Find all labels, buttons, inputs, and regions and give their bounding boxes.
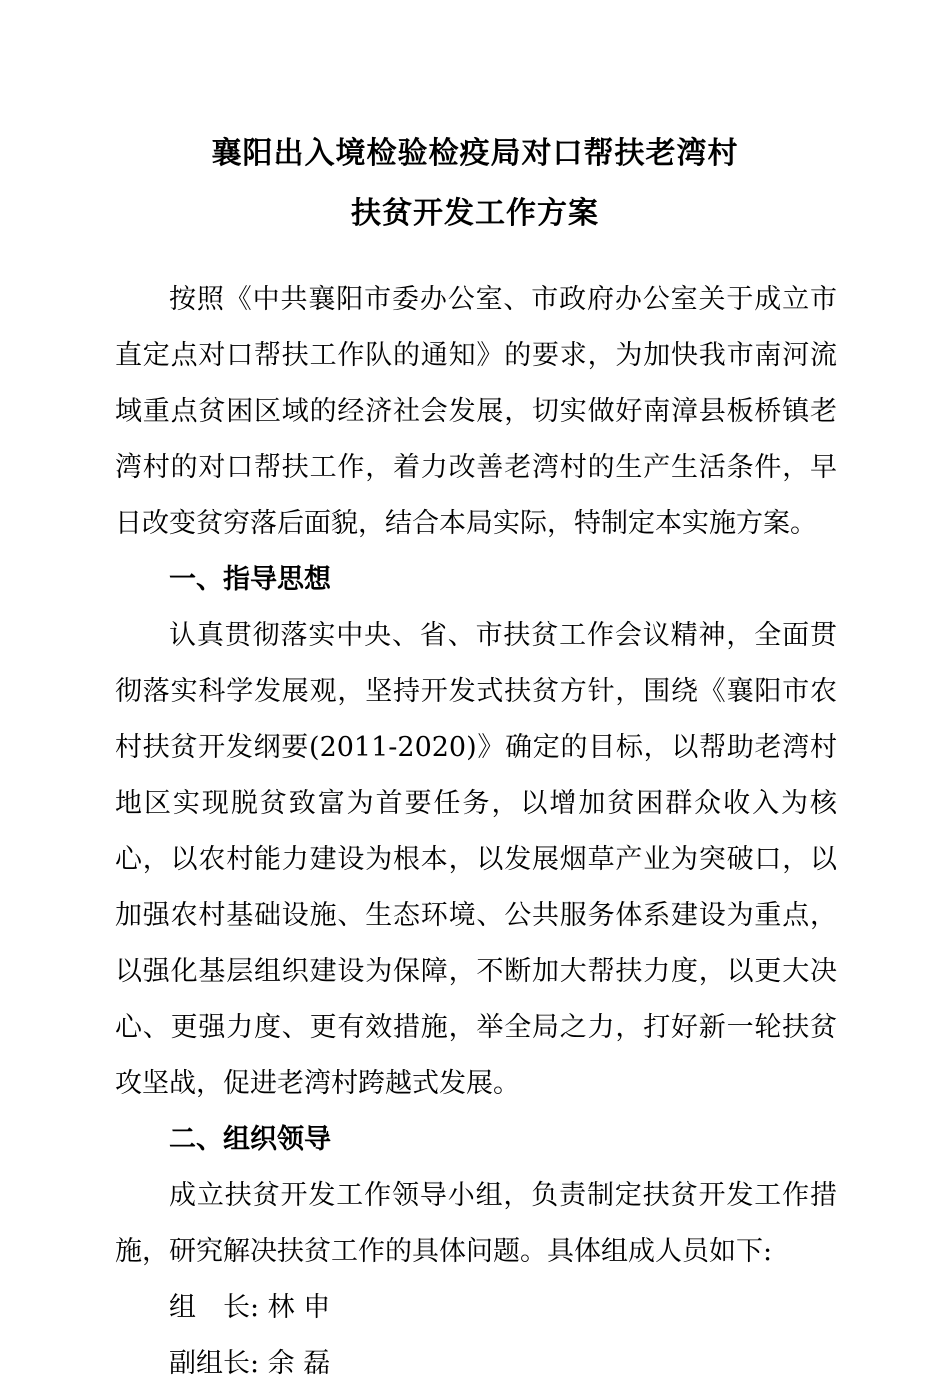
organization-paragraph: 成立扶贫开发工作领导小组，负责制定扶贫开发工作措施，研究解决扶贫工作的具体问题。具体组成人员如下:	[115, 1180, 837, 1267]
document-body	[115, 272, 837, 1392]
member-group-leader: 组 长: 林 申	[169, 1292, 331, 1323]
intro-paragraph: 按照《中共襄阳市委办公室、市政府办公室关于成立市直定点对口帮扶工作队的通知》的要求，为加快我市南河流域重点贫困区域的经济社会发展，切实做好南漳县板桥镇老湾村的对口帮扶工作，着力改善老湾村的生产生活条件，早日改变贫穷落后面貌，结合本局实际，特制定本实施方案。	[115, 284, 837, 539]
guiding-thought-paragraph: 认真贯彻落实中央、省、市扶贫工作会议精神，全面贯彻落实科学发展观，坚持开发式扶贫方针，围绕《襄阳市农村扶贫开发纲要(2011-2020)》确定的目标，以帮助老湾村地区实现脱贫致富为首要任务，以增加贫困群众收入为核心，以农村能力建设为根本，以发展烟草产业为突破口，以加强农村基础设施、生态环境、公共服务体系建设为重点，以强化基层组织建设为保障，不断加大帮扶力度，以更大决心、更强力度、更有效措施，举全局之力，打好新一轮扶贫攻坚战，促进老湾村跨越式发展。	[115, 620, 837, 1099]
document-title	[0, 124, 950, 244]
member-deputy-leader: 副组长: 余 磊	[169, 1348, 331, 1379]
title-line-2: 扶贫开发工作方案	[351, 196, 599, 231]
section-heading-organization: 二、组织领导	[169, 1124, 331, 1155]
title-line-1: 襄阳出入境检验检疫局对口帮扶老湾村	[211, 136, 739, 171]
section-heading-guiding-thought: 一、指导思想	[169, 564, 331, 595]
